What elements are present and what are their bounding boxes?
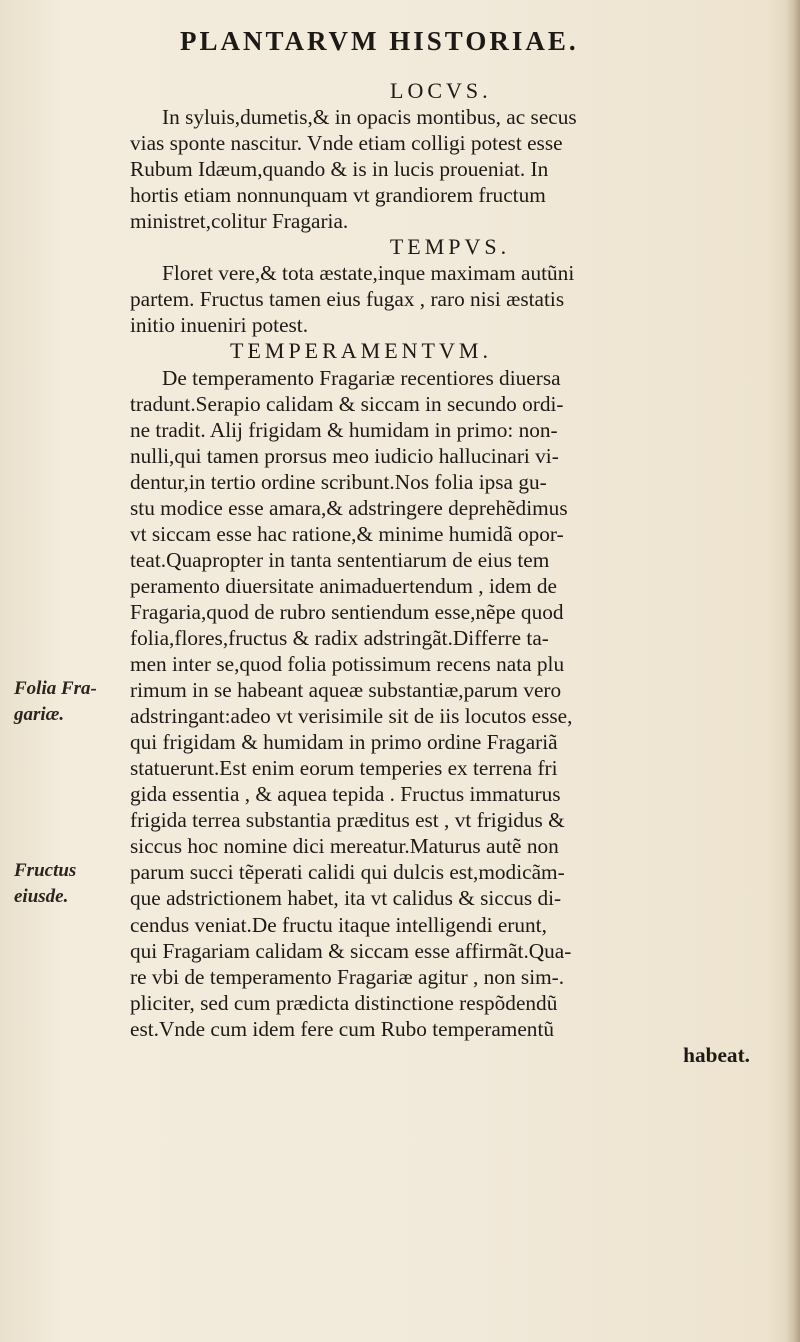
text-line: Fragaria,quod de rubro sentiendum esse,nẽpe quod — [130, 599, 564, 624]
text-line: vias sponte nascitur. Vnde etiam colligi potest esse — [130, 131, 563, 156]
page-edge-shadow — [786, 0, 800, 1342]
text-line: ne tradit. Alij frigidam & humidam in primo: non- — [130, 417, 558, 442]
text-line: folia,flores,fructus & radix adstringãt.Differre ta- — [130, 625, 549, 650]
text-line: que adstrictionem habet, ita vt calidus & siccus di- — [130, 886, 562, 911]
text-line: cendus veniat.De fructu itaque intelligendi erunt, — [130, 912, 547, 937]
text-line: Floret vere,& tota æstate,inque maximam autũni — [162, 261, 575, 286]
text-line: De temperamento Fragariæ recentiores diuersa — [162, 365, 561, 390]
text-line: gida essentia , & aquea tepida . Fructus immaturus — [130, 782, 561, 807]
text-line: adstringant:adeo vt verisimile sit de iis locutos esse, — [130, 704, 573, 729]
text-line: ministret,colitur Fragaria. — [130, 209, 349, 234]
text-line: qui frigidam & humidam in primo ordine Fragariã — [130, 730, 558, 755]
text-line: frigida terrea substantia præditus est , vt frigidus & — [130, 808, 565, 833]
text-line: teat.Quapropter in tanta sententiarum de eius tem — [130, 547, 550, 572]
marginal-line: gariæ. — [14, 704, 65, 725]
text-line: tradunt.Serapio calidam & siccam in secundo ordi- — [130, 391, 564, 416]
marginal-line: Folia Fra- — [14, 678, 97, 699]
text-line: partem. Fructus tamen eius fugax , raro nisi æstatis — [130, 287, 565, 312]
text-line: parum succi tẽperati calidi qui dulcis est,modicãm- — [130, 860, 565, 885]
text-line: rimum in se habeant aqueæ substantiæ,parum vero — [130, 678, 562, 703]
text-line: siccus hoc nomine dici mereatur.Maturus autẽ non — [130, 834, 559, 859]
text-line: re vbi de temperamento Fragariæ agitur , non sim-. — [130, 964, 565, 989]
catchword: habeat. — [683, 1042, 750, 1067]
main-text — [130, 78, 770, 1068]
marginal-line: Fructus — [14, 860, 77, 881]
marginal-line: eiusde. — [14, 886, 69, 907]
text-line: peramento diuersitate animaduertendum , idem de — [130, 573, 557, 598]
text-line: qui Fragariam calidam & siccam esse affirmãt.Qua- — [130, 938, 572, 963]
running-head: PLANTARVM HISTORIAE. — [180, 26, 579, 56]
text-line: dentur,in tertio ordine scribunt.Nos folia ipsa gu- — [130, 469, 547, 494]
heading-temperamentum: TEMPERAMENTVM. — [230, 338, 492, 364]
text-line: statuerunt.Est enim eorum temperies ex terrena fri — [130, 756, 558, 781]
text-line: pliciter, sed cum prædicta distinctione respõdendũ — [130, 990, 558, 1015]
text-line: Rubum Idæum,quando & is in lucis proueniat. In — [130, 157, 549, 182]
text-line: initio inueniri potest. — [130, 313, 309, 338]
marginal-note-folia — [14, 676, 97, 728]
text-line: men inter se,quod folia potissimum recens nata plu — [130, 652, 565, 677]
text-line: vt siccam esse hac ratione,& minime humidã opor- — [130, 521, 564, 546]
text-line: hortis etiam nonnunquam vt grandiorem fructum — [130, 183, 546, 208]
text-line: stu modice esse amara,& adstringere deprehẽdimus — [130, 495, 568, 520]
text-line: est.Vnde cum idem fere cum Rubo temperamentũ — [130, 1016, 555, 1041]
text-line: nulli,qui tamen prorsus meo iudicio hallucinari vi- — [130, 443, 559, 468]
heading-tempus: TEMPVS. — [389, 234, 511, 260]
text-line: In syluis,dumetis,& in opacis montibus, ac secus — [162, 105, 577, 130]
heading-locus: LOCVS. — [390, 78, 492, 103]
marginal-note-fructus — [14, 858, 76, 910]
